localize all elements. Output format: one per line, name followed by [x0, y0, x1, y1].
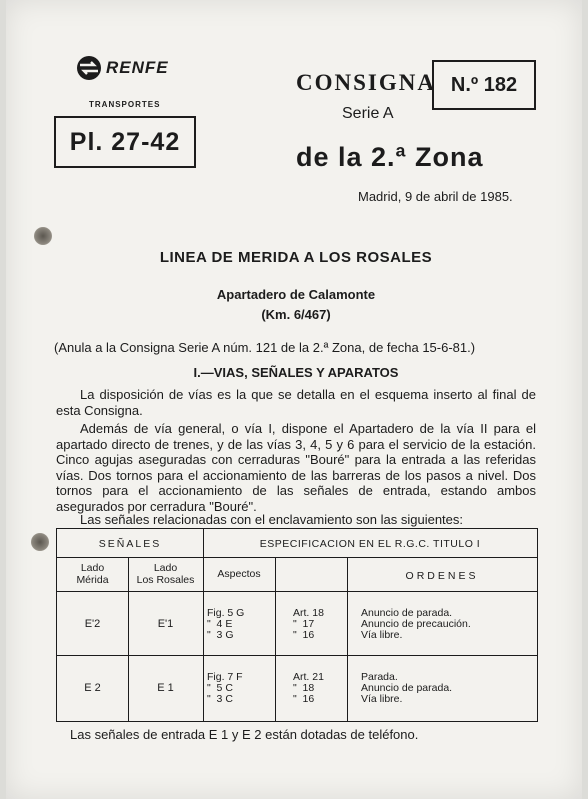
- document-page: [6, 0, 582, 799]
- row1-aspecto-3: " 3 G: [207, 629, 234, 641]
- logo-text: RENFE: [106, 58, 169, 77]
- footer-note: Las señales de entrada E 1 y E 2 están dotadas de teléfono.: [70, 727, 419, 742]
- row1-orden-1: Anuncio de parada.: [361, 607, 453, 619]
- consigna-number-box: [432, 60, 536, 110]
- consigna-number: N.º 182: [450, 73, 518, 96]
- paragraph-1: La disposición de vías es la que se detalla en el esquema inserto al final de esta Consigna.: [56, 387, 536, 418]
- renfe-logo: [76, 55, 169, 81]
- transportes-label: TRANSPORTES: [89, 100, 161, 109]
- row2-aspecto-2: " 5 C: [207, 682, 233, 694]
- table-header-lado-merida-1: Lado: [80, 562, 105, 574]
- row1-aspecto-2: " 4 E: [207, 618, 233, 630]
- linea-title: LINEA DE MERIDA A LOS ROSALES: [159, 249, 433, 266]
- row2-art-1: Art. 21: [293, 671, 324, 683]
- row1-rosales: E'1: [157, 618, 174, 630]
- apartadero-title: Apartadero de Calamonte: [216, 287, 376, 302]
- table-header-aspectos: Aspectos: [217, 568, 261, 580]
- senales-table: [56, 528, 538, 722]
- row2-aspecto-3: " 3 C: [207, 693, 233, 705]
- consigna-title: CONSIGNA: [296, 70, 436, 95]
- punch-hole-bottom: [31, 533, 49, 551]
- row1-orden-2: Anuncio de precaución.: [361, 618, 471, 630]
- renfe-icon: [76, 55, 102, 81]
- row1-art-1: Art. 18: [293, 607, 324, 619]
- zona-title: de la 2.ª Zona: [296, 142, 484, 172]
- anula-note: (Anula a la Consigna Serie A núm. 121 de la 2.ª Zona, de fecha 15-6-81.): [54, 340, 476, 355]
- row2-orden-3: Vía libre.: [361, 693, 403, 705]
- section-heading: I.—VIAS, SEÑALES Y APARATOS: [193, 365, 399, 380]
- table-header-senales: SEÑALES: [98, 538, 162, 550]
- fecha: Madrid, 9 de abril de 1985.: [358, 189, 513, 204]
- row2-rosales: E 1: [157, 682, 174, 694]
- pl-code-box: [54, 116, 196, 168]
- row1-art-2: " 17: [293, 618, 315, 630]
- row2-art-2: " 18: [293, 682, 315, 694]
- table-header-lado-merida-2: Mérida: [76, 574, 109, 586]
- paragraph-3: Las señales relacionadas con el enclavamiento son las siguientes:: [80, 512, 464, 527]
- row1-art-3: " 16: [293, 629, 315, 641]
- pl-code: Pl. 27-42: [69, 127, 181, 156]
- row2-aspecto-1: Fig. 7 F: [207, 671, 243, 683]
- km-label: (Km. 6/467): [261, 307, 331, 322]
- row2-art-3: " 16: [293, 693, 315, 705]
- row2-orden-1: Parada.: [361, 671, 398, 683]
- serie-label: Serie A: [342, 105, 394, 122]
- row1-merida: E'2: [84, 618, 101, 630]
- row1-orden-3: Vía libre.: [361, 629, 403, 641]
- table-header-lado-rosales-2: Los Rosales: [136, 574, 195, 586]
- table-header-lado-rosales-1: Lado: [153, 562, 178, 574]
- row2-orden-2: Anuncio de parada.: [361, 682, 453, 694]
- paragraph-2: Además de vía general, o vía I, dispone el Apartadero de la vía II para el apartado directo de trenes, y de las vías 3, 4, 5 y 6 para el servicio de la estación. Cinco agujas aseguradas con cerraduras "Bouré" para la entrada a las referidas vías. Dos tornos para el accionamiento de las barreras de los pasos a nivel. Dos tornos para el accionamiento de las señales de entrada, estando ambos asegurados por cerradura "Bouré".: [56, 421, 536, 514]
- table-header-especificacion: ESPECIFICACION EN EL R.G.C. TITULO I: [259, 538, 481, 550]
- table-header-ordenes: ORDENES: [405, 570, 479, 582]
- row2-merida: E 2: [84, 682, 101, 694]
- punch-hole-top: [34, 227, 52, 245]
- row1-aspecto-1: Fig. 5 G: [207, 607, 245, 619]
